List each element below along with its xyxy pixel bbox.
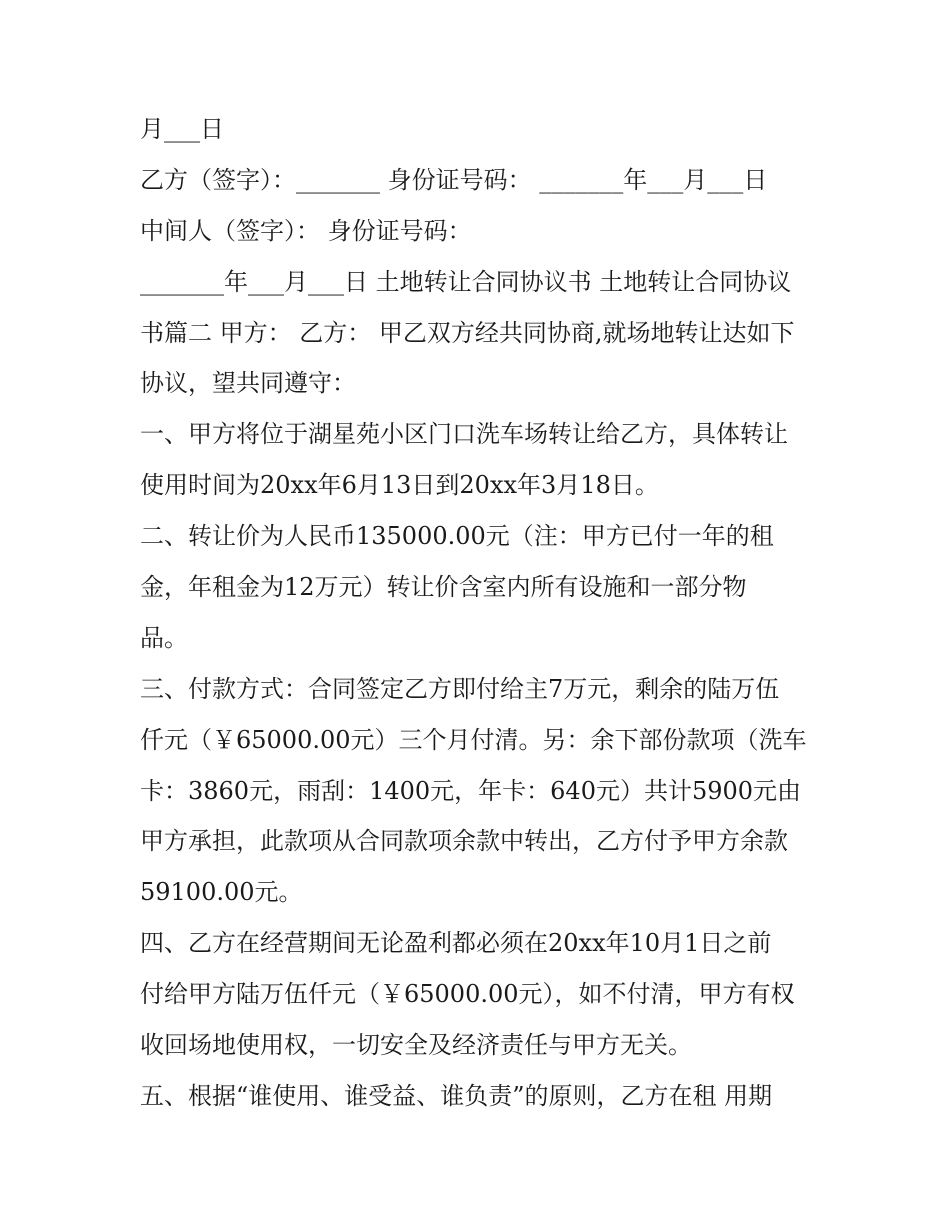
text-line: 五、根据“谁使用、谁受益、谁负责”的原则，乙方在租 用期 bbox=[140, 1081, 773, 1110]
text-line: 书篇二 甲方： 乙方： 甲乙双方经共同协商,就场地转让达如下 bbox=[140, 318, 795, 347]
text-line: 四、乙方在经营期间无论盈利都必须在20xx年10月1日之前 bbox=[140, 929, 772, 958]
text-line: 付给甲方陆万伍仟元（￥65000.00元），如不付清，甲方有权 bbox=[140, 980, 795, 1009]
text-line: 卡：3860元，雨刮：1400元，年卡：640元）共计5900元由 bbox=[140, 776, 802, 805]
text-line: 金，年租金为12万元）转让价含室内所有设施和一部分物 bbox=[140, 573, 747, 602]
text-line: 乙方（签字）：_______ 身份证号码： _______年___月___日 bbox=[140, 165, 768, 194]
text-line: 中间人（签字）： 身份证号码： bbox=[140, 216, 472, 245]
text-line: 甲方承担，此款项从合同款项余款中转出，乙方付予甲方余款 bbox=[140, 827, 788, 856]
text-line: 二、转让价为人民币135000.00元（注：甲方已付一年的租 bbox=[140, 522, 774, 551]
text-line: 仟元（￥65000.00元）三个月付清。另：余下部份款项（洗车 bbox=[140, 725, 807, 754]
text-line: _______年___月___日 土地转让合同协议书 土地转让合同协议 bbox=[140, 267, 792, 296]
text-line: 三、付款方式：合同签定乙方即付给主7万元，剩余的陆万伍 bbox=[140, 674, 780, 703]
text-line: 59100.00元。 bbox=[140, 878, 303, 907]
contract-text bbox=[140, 104, 820, 1122]
text-line: 收回场地使用权，一切安全及经济责任与甲方无关。 bbox=[140, 1031, 692, 1060]
text-line: 月___日 bbox=[140, 115, 224, 143]
text-line: 使用时间为20xx年6月13日到20xx年3月18日。 bbox=[140, 471, 659, 500]
text-line: 协议，望共同遵守： bbox=[140, 369, 356, 398]
text-line: 一、甲方将位于湖星苑小区门口洗车场转让给乙方，具体转让 bbox=[140, 420, 788, 449]
text-line: 品。 bbox=[140, 623, 188, 652]
